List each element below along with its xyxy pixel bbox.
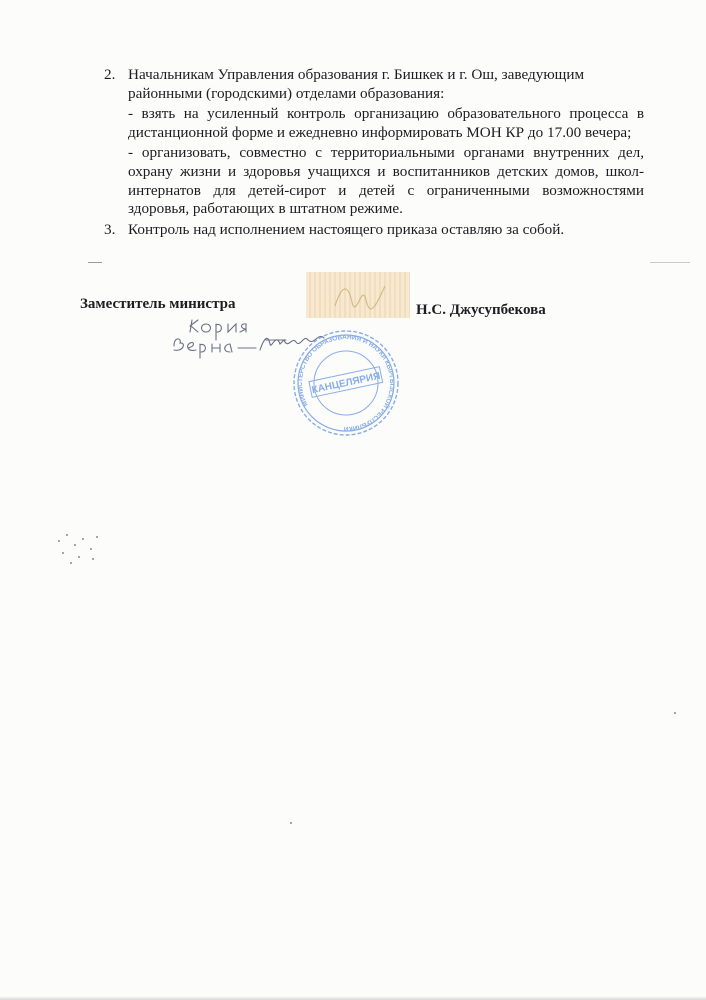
scan-mark [650,262,690,263]
subitem-protection: - организовать, совместно с территориальными органами внутренних дел, охрану жизни и здоровья учащихся и воспитанников детских домов, школ-интернатов для детей-сирот и детей с ограниченными возможностями здоровья, работающих в штатном режиме. [128,144,644,218]
item-intro: Начальникам Управления образования г. Бишкек и г. Ош, заведующим районными (городскими) отделами образования: [128,66,585,102]
item-intro: Контроль над исполнением настоящего приказа оставляю за собой. [128,220,565,238]
order-item-3 [104,221,644,240]
seal-ring-text: МИНИСТЕРСТВО ОБРАЗОВАНИЯ И НАУКИ КЫРГЫЗСКОЙ РЕСПУБЛИКИ [296,333,396,433]
subitem-control: - взять на усиленный контроль организацию образовательного процесса в дистанционной форме и ежедневно информировать МОН КР до 17.00 вечера; [128,105,644,141]
item-number: 3. [104,220,116,238]
scan-dot [674,712,676,714]
signatory-name: Н.С. Джусупбекова [416,302,546,318]
seal-center-text: КАНЦЕЛЯРИЯ [310,370,382,397]
signatory-role: Заместитель министра [80,296,236,312]
scan-dot [290,822,292,824]
page-bottom-edge [0,996,706,1000]
official-seal [282,330,410,436]
item-number: 2. [104,66,116,83]
scan-mark [88,262,102,263]
order-item-2 [104,66,644,219]
order-items-list [104,66,644,239]
